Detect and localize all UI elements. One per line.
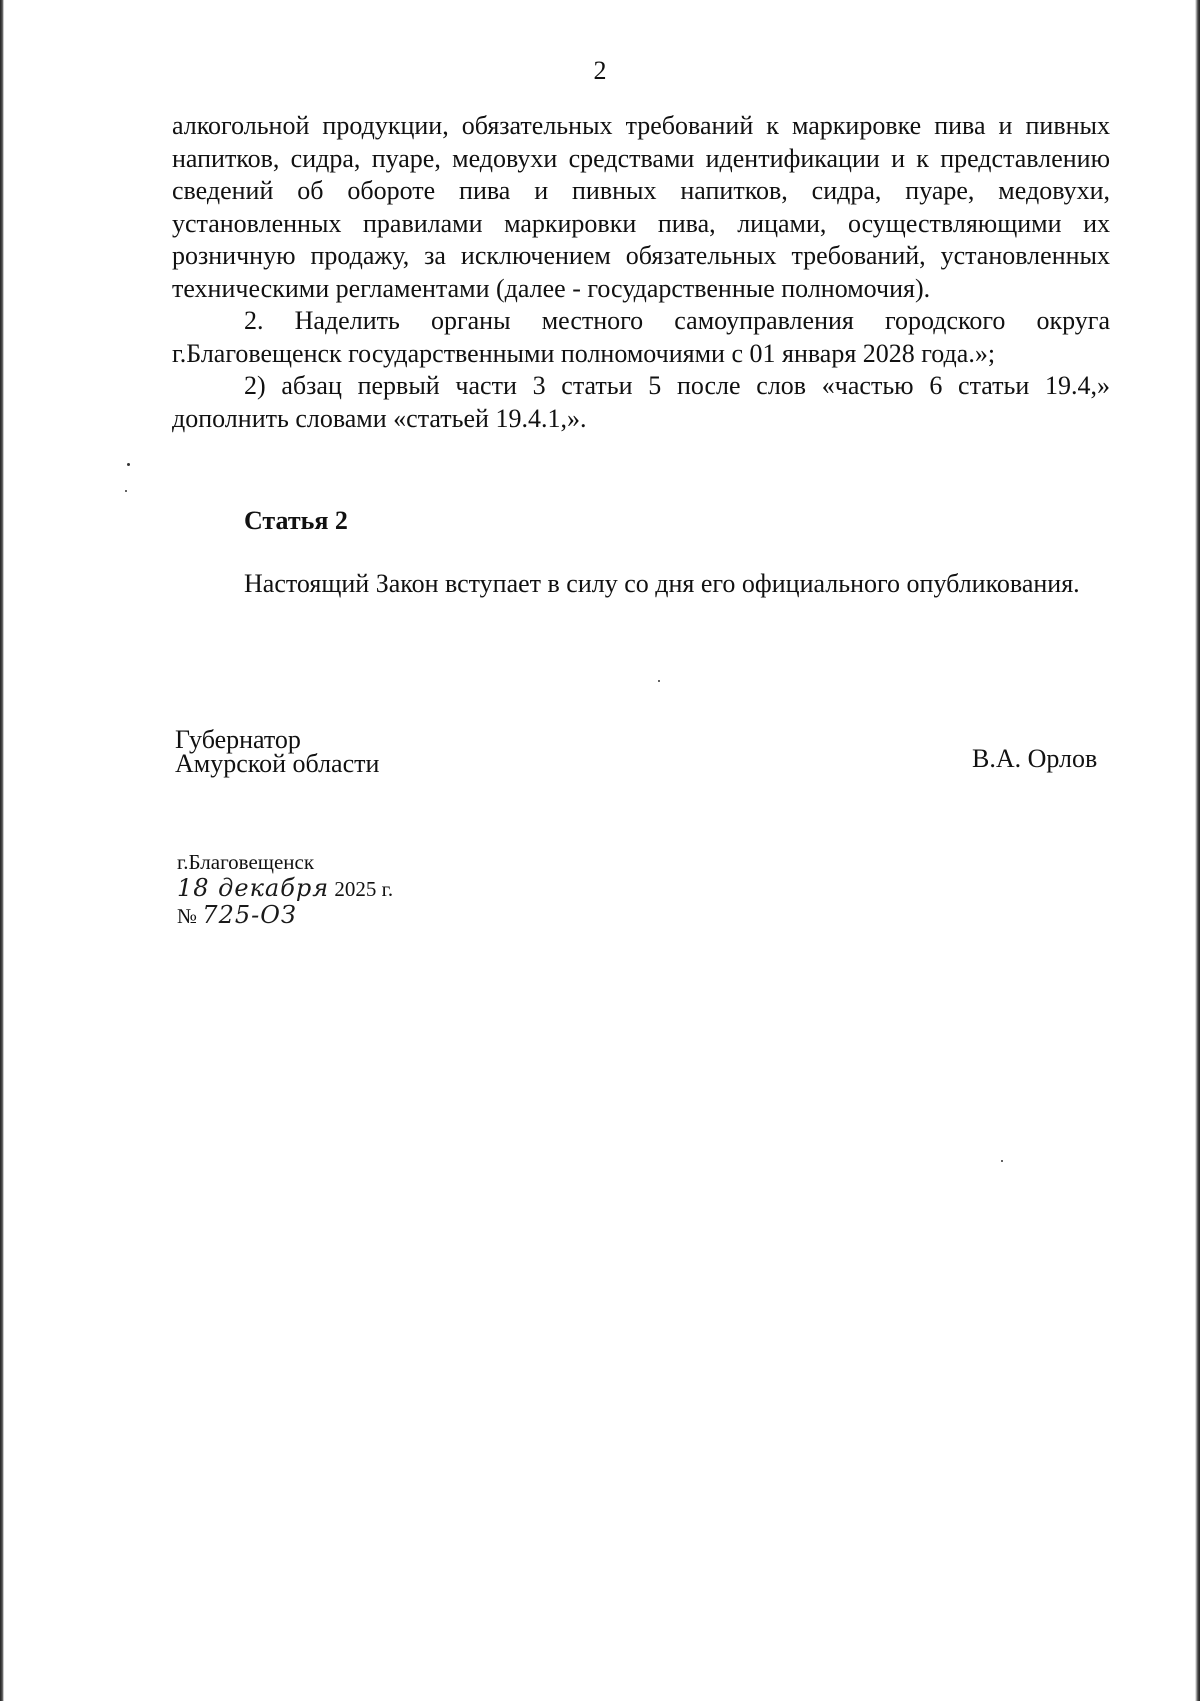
page-number: 2	[593, 56, 607, 85]
date-line	[177, 875, 393, 902]
handwritten-number: 725-ОЗ	[202, 901, 297, 929]
article-2-body	[172, 568, 1110, 601]
scan-speck	[125, 490, 127, 492]
place-date-block	[177, 849, 393, 929]
signature-title-line-1: Губернатор	[175, 725, 301, 754]
handwritten-date: 18 декабря	[177, 874, 330, 902]
paragraph-continuation: алкогольной продукции, обязательных требований к маркировке пива и пивных напитков, сидра, пуаре, медовухи средствами идентификации и к представлению сведений об обороте пива и пивных напитков, сидра, пуаре, медовухи, установленных правилами маркировки пива, лицами, осуществляющими их розничную продажу, за исключением обязательных требований, установленных техническими регламентами (далее - государственные полномочия).	[172, 111, 1110, 303]
city-name: г.Благовещенск	[177, 850, 315, 874]
scan-edge-right	[1195, 0, 1200, 1701]
scan-speck	[658, 680, 660, 682]
signature-title	[175, 725, 380, 778]
number-sign: №	[177, 904, 198, 928]
article-2-text: Настоящий Закон вступает в силу со дня его официального опубликования.	[244, 569, 1080, 598]
paragraph-item-2: 2. Наделить органы местного самоуправления городского округа г.Благовещенск государственными полномочиями с 01 января 2028 года.»;	[172, 306, 1110, 368]
scan-edge-left	[0, 0, 4, 1701]
scan-speck	[1001, 1160, 1003, 1162]
law-body-text	[172, 110, 1110, 435]
signature-title-line-2: Амурской области	[175, 749, 380, 778]
date-year: 2025 г.	[334, 877, 394, 901]
article-2-heading: Статья 2	[244, 506, 348, 535]
signatory-name: В.А. Орлов	[972, 744, 1098, 773]
number-line	[177, 902, 393, 929]
paragraph-amendment-2: 2) абзац первый части 3 статьи 5 после слов «частью 6 статьи 19.4,» дополнить словами «статьей 19.4.1,».	[172, 371, 1110, 433]
scan-speck	[127, 463, 130, 466]
